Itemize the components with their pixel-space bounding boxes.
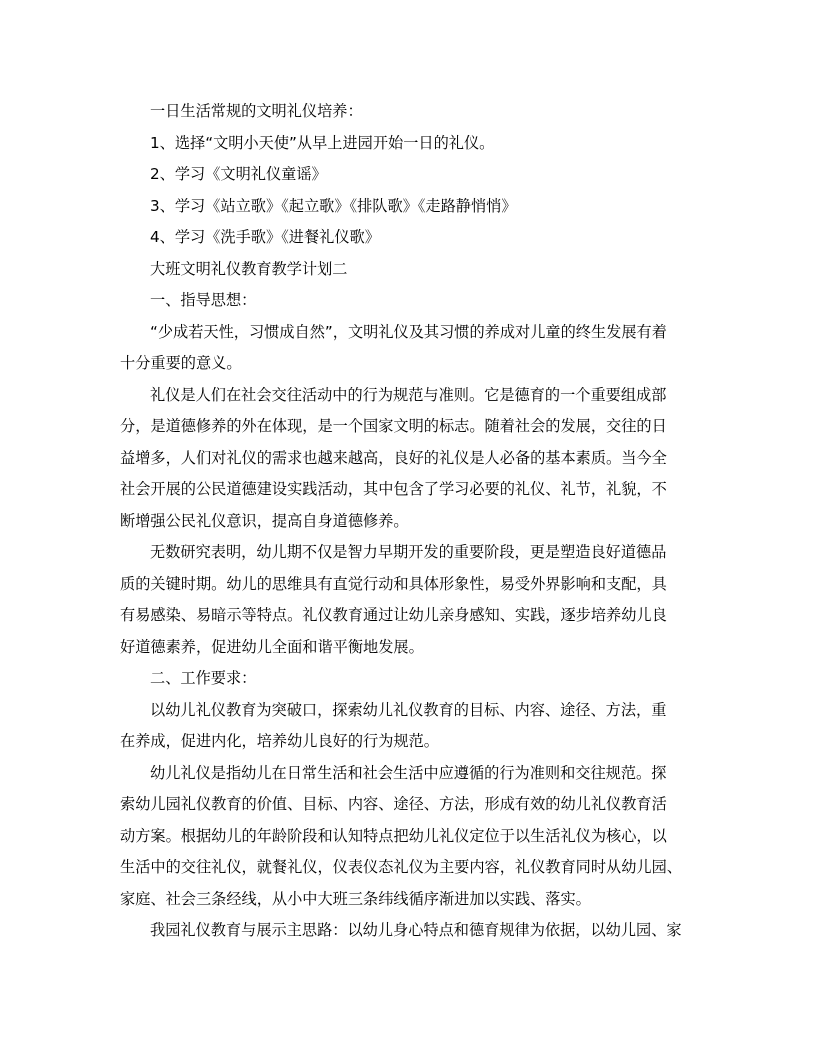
list-item: 3、学习《站立歌》《起立歌》《排队歌》《走路静悄悄》 (150, 196, 517, 215)
paragraph-line: 好道德素养，促进幼儿全面和谐平衡地发展。 (120, 637, 424, 656)
paragraph-line: 家庭、社会三条经线，从小中大班三条纬线循序渐进加以实践、落实。 (120, 889, 591, 908)
document-title: 大班文明礼仪教育教学计划二 (150, 259, 348, 278)
section-heading-work-requirements: 二、工作要求： (150, 669, 257, 687)
paragraph-line: 无数研究表明，幼儿期不仅是智力早期开发的重要阶段，更是塑造良好道德品 (150, 543, 667, 561)
paragraph-line: 我园礼仪教育与展示主思路：以幼儿身心特点和德育规律为依据，以幼儿园、家 (150, 921, 682, 939)
section-heading-guiding-ideology: 一、指导思想： (150, 291, 257, 309)
paragraph-line: 质的关键时期。幼儿的思维具有直觉行动和具体形象性，易受外界影响和支配，具 (120, 574, 667, 593)
list-item: 2、学习《文明礼仪童谣》 (150, 165, 327, 183)
paragraph-line: 索幼儿园礼仪教育的价值、目标、内容、途径、方法，形成有效的幼儿礼仪教育活 (120, 795, 667, 813)
paragraph-line: 分，是道德修养的外在体现，是一个国家文明的标志。随着社会的发展，交往的日 (120, 417, 667, 435)
paragraph-line: 益增多，人们对礼仪的需求也越来越高，良好的礼仪是人必备的基本素质。当今全 (120, 448, 667, 467)
paragraph-line: 动方案。根据幼儿的年龄阶段和认知特点把幼儿礼仪定位于以生活礼仪为核心，以 (120, 826, 667, 845)
paragraph-line: 生活中的交往礼仪，就餐礼仪，仪表仪态礼仪为主要内容，礼仪教育同时从幼儿园、 (120, 858, 682, 876)
section-heading-daily-etiquette: 一日生活常规的文明礼仪培养： (150, 102, 363, 120)
paragraph-line: 断增强公民礼仪意识，提高自身道德修养。 (120, 511, 409, 530)
paragraph-line: 十分重要的意义。 (120, 354, 242, 372)
paragraph-line: 以幼儿礼仪教育为突破口，探索幼儿礼仪教育的目标、内容、途径、方法，重 (150, 700, 667, 719)
paragraph-line: 社会开展的公民道德建设实践活动，其中包含了学习必要的礼仪、礼节，礼貌，不 (120, 480, 667, 498)
paragraph-line: “少成若天性，习惯成自然”，文明礼仪及其习惯的养成对儿童的终生发展有着 (150, 322, 667, 341)
document-body (120, 96, 696, 947)
paragraph-line: 在养成，促进内化，培养幼儿良好的行为规范。 (120, 732, 439, 750)
list-item: 1、选择“文明小天使”从早上进园开始一日的礼仪。 (150, 133, 495, 152)
paragraph-line: 有易感染、易暗示等特点。礼仪教育通过让幼儿亲身感知、实践，逐步培养幼儿良 (120, 606, 667, 624)
paragraph-line: 幼儿礼仪是指幼儿在日常生活和社会生活中应遵循的行为准则和交往规范。探 (150, 763, 667, 782)
paragraph-line: 礼仪是人们在社会交往活动中的行为规范与准则。它是德育的一个重要组成部 (150, 385, 667, 404)
list-item: 4、学习《洗手歌》《进餐礼仪歌》 (150, 228, 380, 246)
